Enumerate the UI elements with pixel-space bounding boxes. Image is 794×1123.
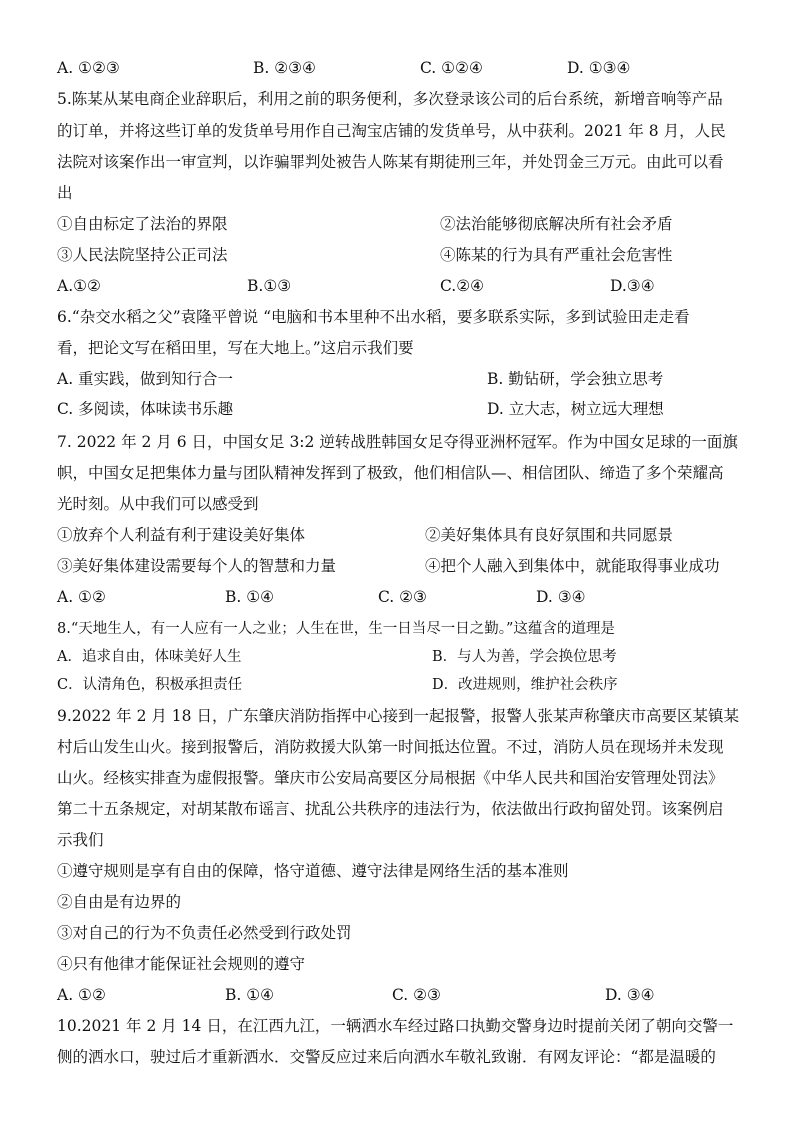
q9-statement-4: ④只有他律才能保证社会规则的遵守 (57, 955, 306, 973)
q5-statement-3: ③人民法院坚持公正司法 (57, 246, 228, 264)
q8-option-c: C．认清角色，积极承担责任 (57, 677, 243, 693)
q5-option-c: C.②④ (440, 277, 485, 295)
q9-statement-2: ②自由是有边界的 (57, 893, 182, 911)
q9-option-a: A. ①② (57, 986, 106, 1004)
q5-statement-1: ①自由标定了法治的界限 (57, 215, 228, 233)
q5-stem-line: 出 (57, 184, 73, 202)
q5-option-a: A.①② (57, 277, 101, 295)
q7-statement-1: ①放弃个人利益有利于建设美好集体 (57, 526, 306, 544)
q6-stem-line: 看，把论文写在稻田里，写在大地上。”这启示我们要 (57, 339, 414, 357)
q7-statement-2: ②美好集体具有良好氛围和共同愿景 (425, 526, 674, 544)
q7-option-d: D. ③④ (536, 588, 586, 606)
q4-option-a: A. ①②③ (57, 59, 120, 77)
q8-stem: 8.“天地生人，有一人应有一人之业；人生在世，生一日当尽一日之勤。”这蕴含的道理是 (57, 621, 615, 637)
q8-option-a: A．追求自由，体味美好人生 (57, 649, 242, 665)
q7-option-c: C. ②③ (378, 588, 427, 606)
q7-statement-4: ④把个人融入到集体中，就能取得事业成功 (425, 557, 720, 575)
q9-stem-line: 村后山发生山火。接到报警后，消防救援大队第一时间抵达位置。不过，消防人员在现场并未发现 (57, 738, 724, 756)
q7-statement-3: ③美好集体建设需要每个人的智慧和力量 (57, 557, 337, 575)
q4-option-b: B. ②③④ (253, 59, 316, 77)
q7-stem-line: 7. 2022 年 2 月 6 日，中国女足 3:2 逆转战胜韩国女足夺得亚洲杯冠军。作为中国女足球的一面旗 (57, 433, 738, 451)
q5-statement-2: ②法治能够彻底解决所有社会矛盾 (440, 215, 673, 233)
q9-stem-line: 山火。经核实排查为虚假报警。肇庆市公安局高要区分局根据《中华人民共和国治安管理处罚法》 (57, 769, 724, 787)
q7-stem-line: 光时刻。从中我们可以感受到 (57, 495, 259, 513)
q7-stem-line: 帜，中国女足把集体力量与团队精神发挥到了极致，他们相信队—、相信团队、缔造了多个荣耀高 (57, 464, 724, 482)
q10-stem-line: 侧的洒水口，驶过后才重新洒水．交警反应过来后向洒水车敬礼致谢．有网友评论：“都是温暖的 (57, 1048, 716, 1066)
q9-stem-line: 9.2022 年 2 月 18 日，广东肇庆消防指挥中心接到一起报警，报警人张某声称肇庆市高要区某镇某 (57, 707, 739, 725)
q9-option-b: B. ①④ (225, 986, 275, 1004)
q6-option-a: A. 重实践，做到知行合一 (57, 370, 234, 388)
q5-statement-4: ④陈某的行为具有严重社会危害性 (440, 246, 673, 264)
q9-stem-line: 第二十五条规定，对胡某散布谣言、扰乱公共秩序的违法行为，依法做出行政拘留处罚。该案例启 (57, 800, 724, 818)
q4-option-c: C. ①②④ (420, 59, 483, 77)
q7-option-b: B. ①④ (225, 588, 275, 606)
q5-option-d: D.③④ (610, 277, 655, 295)
q8-option-b: B．与人为善，学会换位思考 (432, 649, 617, 665)
q5-stem-line: 的订单，并将这些订单的发货单号用作自己淘宝店铺的发货单号，从中获利。2021 年 8 月，人民 (57, 122, 726, 140)
q5-option-b: B.①③ (247, 277, 292, 295)
q6-option-d: D. 立大志，树立远大理想 (487, 400, 664, 418)
q5-stem-line: 法院对该案作出一审宣判，以诈骗罪判处被告人陈某有期徒刑三年，并处罚金三万元。由此可以看 (57, 153, 724, 171)
q10-stem-line: 10.2021 年 2 月 14 日，在江西九江，一辆洒水车经过路口执勤交警身边时提前关闭了朝向交警一 (57, 1017, 734, 1035)
q9-statement-3: ③对自己的行为不负责任必然受到行政处罚 (57, 924, 352, 942)
q6-option-b: B. 勤钻研，学会独立思考 (487, 370, 664, 388)
q8-option-d: D．改进规则，维护社会秩序 (432, 677, 618, 693)
q5-stem-line: 5.陈某从某电商企业辞职后，利用之前的职务便利，多次登录该公司的后台系统，新增音响等产品 (57, 90, 723, 108)
q4-option-d: D. ①③④ (567, 59, 631, 77)
q6-stem-line: 6.“杂交水稻之父”袁隆平曾说 “电脑和书本里种不出水稻，要多联系实际，多到试验田走走看 (57, 308, 690, 326)
q9-option-c: C. ②③ (392, 986, 441, 1004)
q7-option-a: A. ①② (57, 588, 106, 606)
q9-option-d: D. ③④ (605, 986, 655, 1004)
q9-stem-line: 示我们 (57, 831, 104, 849)
q9-statement-1: ①遵守规则是享有自由的保障，恪守道德、遵守法律是网络生活的基本准则 (57, 862, 569, 880)
q6-option-c: C. 多阅读，体味读书乐趣 (57, 400, 234, 418)
